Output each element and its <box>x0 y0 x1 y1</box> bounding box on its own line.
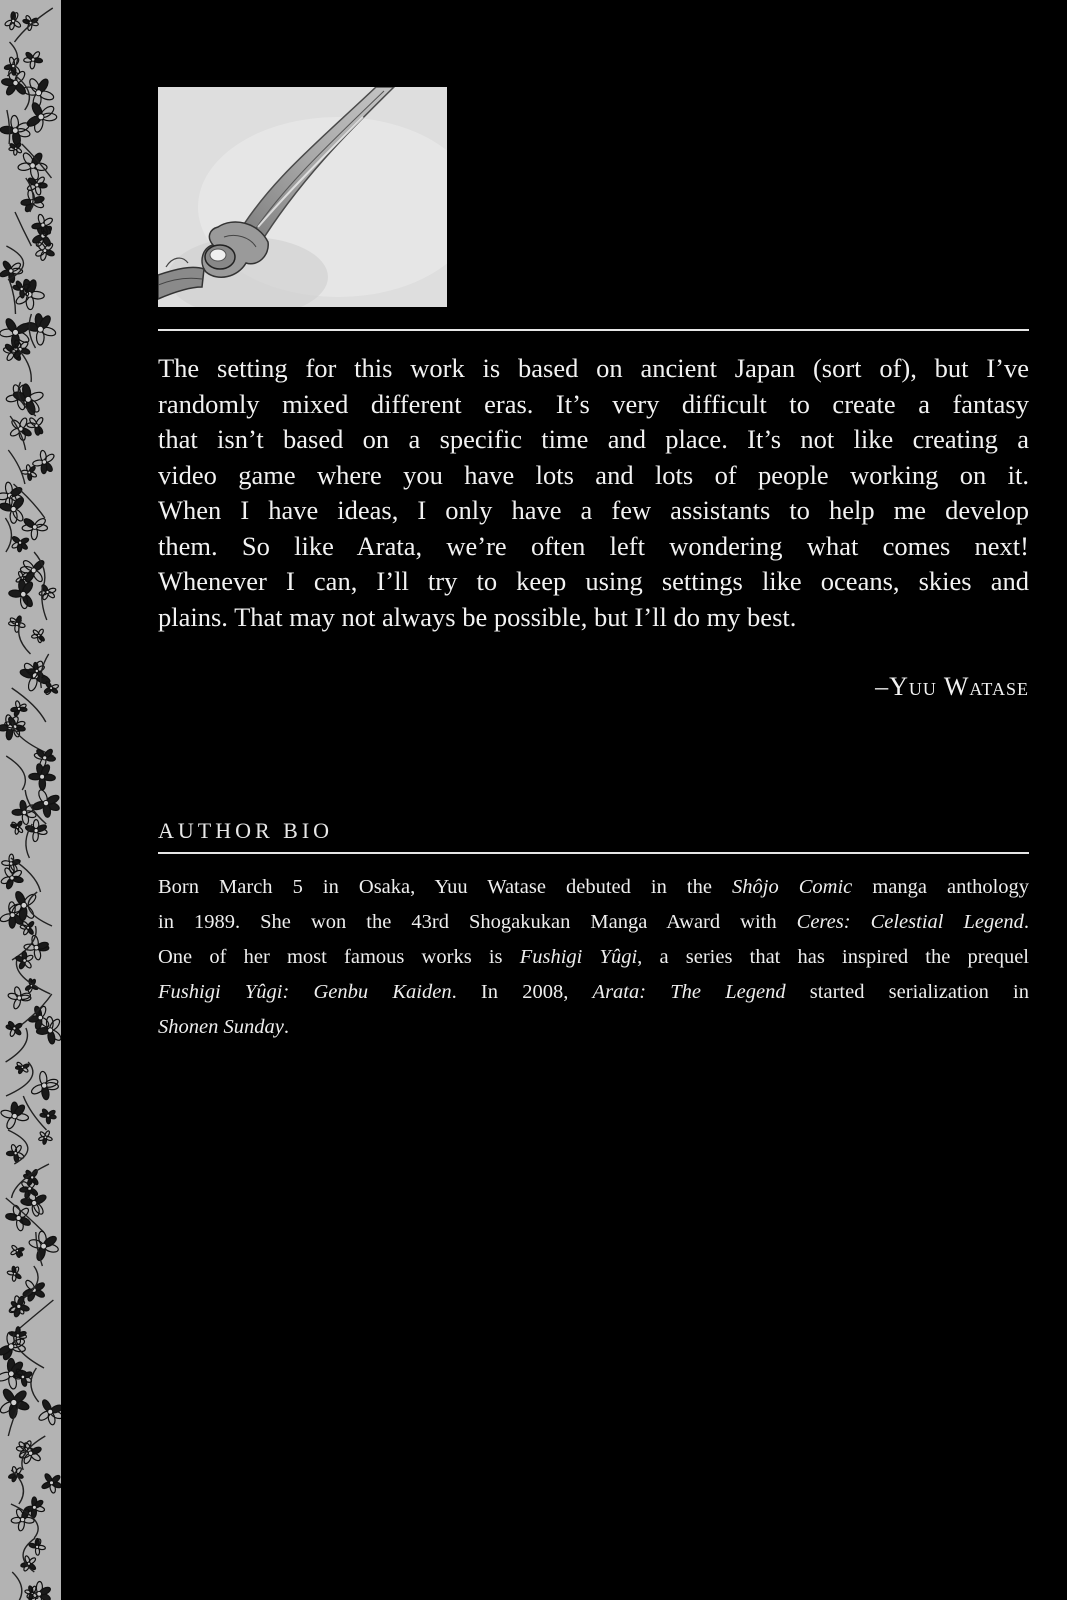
bio-text: manga anthology <box>852 876 1030 898</box>
author-bio-heading: AUTHOR BIO <box>158 818 334 843</box>
flower-motif <box>32 450 55 474</box>
flower-motif <box>24 51 43 70</box>
bio-text: . <box>283 1016 289 1038</box>
flower-motif <box>38 1130 52 1144</box>
flower-motif <box>9 579 35 609</box>
bio-text: Born March 5 in Osaka, Yuu Watase debuted in the <box>158 876 732 898</box>
flower-motif <box>7 1266 22 1281</box>
bio-title-text: Fushigi Yûgi <box>519 946 638 968</box>
flower-motif <box>22 15 38 31</box>
bio-line <box>158 975 1029 1010</box>
flower-motif <box>4 57 21 76</box>
flower-motif <box>26 101 57 133</box>
flower-motif <box>10 1245 24 1258</box>
flower-motif <box>37 1399 61 1426</box>
vine-motif <box>5 518 11 552</box>
flower-motif <box>0 115 31 146</box>
author-signature: –Yuu Watase <box>875 672 1029 701</box>
flower-motif <box>44 681 59 696</box>
flower-motif <box>8 615 25 632</box>
floral-border-pattern <box>0 0 61 1600</box>
bio-text: . In 2008, <box>451 981 593 1003</box>
author-bio-text <box>158 870 1029 1045</box>
flower-motif <box>20 921 35 936</box>
flower-motif <box>4 12 21 30</box>
flower-motif <box>11 700 28 716</box>
flower-motif <box>12 383 44 415</box>
bio-text: started serialization in <box>785 981 1029 1003</box>
message-line: that isn’t based on a specific time and place. It’s not like creating a <box>158 424 1029 454</box>
flower-motif <box>22 517 48 540</box>
bio-title-text: Shôjo Comic <box>732 876 853 898</box>
vine-motif <box>6 756 25 790</box>
message-line: them. So like Arata, we’re often left wondering what comes next! <box>158 530 1029 561</box>
bio-title-text: Fushigi Yûgi: Genbu Kaiden <box>158 981 452 1003</box>
message-line: Whenever I can, I’ll try to keep using settings like oceans, skies and <box>158 566 1029 596</box>
flower-motif <box>12 800 37 825</box>
vine-motif <box>8 450 25 484</box>
flower-motif <box>15 951 34 970</box>
message-line: plains. That may not always be possible, but I’ll do my best. <box>158 601 797 632</box>
flower-motif <box>31 628 45 643</box>
bio-line <box>158 940 1029 975</box>
bio-text: One of her most famous works is <box>158 946 520 968</box>
flower-motif <box>41 1473 61 1494</box>
author-message <box>158 351 1029 635</box>
bio-divider <box>158 852 1029 854</box>
bio-line <box>158 905 1029 940</box>
message-line: The setting for this work is based on ancient Japan (sort of), but I’ve <box>158 353 1029 383</box>
flower-motif <box>8 1295 30 1317</box>
message-line: randomly mixed different eras. It’s very difficult to create a fantasy <box>158 388 1029 419</box>
flower-motif <box>40 1108 57 1124</box>
sword-illustration <box>158 87 447 307</box>
vine-motif <box>12 1572 22 1600</box>
flower-motif <box>32 214 54 237</box>
bio-text: , a series that has inspired the prequel <box>637 946 1029 968</box>
bio-line <box>158 1010 1029 1045</box>
flower-motif <box>11 535 29 552</box>
flower-motif <box>28 1231 59 1262</box>
flower-motif <box>29 763 56 790</box>
message-line: video game where you have lots and lots of people working on it. <box>158 459 1029 490</box>
message-line: When I have ideas, I only have a few assistants to help me develop <box>158 495 1029 525</box>
bio-title-text: Shonen Sunday <box>158 1016 284 1038</box>
flower-motif <box>15 1061 29 1074</box>
flower-motif <box>10 820 23 834</box>
top-divider <box>158 329 1029 331</box>
flower-motif <box>6 1144 24 1163</box>
flower-motif <box>20 1189 47 1217</box>
flower-motif <box>22 1279 46 1302</box>
flower-motif <box>6 1020 23 1037</box>
bio-text: . <box>1023 911 1029 933</box>
flower-motif <box>0 867 23 890</box>
vine-motif <box>28 892 52 926</box>
bio-line <box>158 870 1029 905</box>
author-page <box>61 0 1067 1600</box>
bio-title-text: Arata: The Legend <box>592 981 786 1003</box>
flower-motif <box>0 317 31 348</box>
flower-motif <box>30 1071 59 1100</box>
vine-motif <box>15 212 31 246</box>
bio-text: in 1989. She won the 43rd Shogakukan Manga Award with <box>158 911 797 933</box>
flower-motif <box>0 1102 29 1130</box>
bio-title-text: Ceres: Celestial Legend <box>796 911 1024 933</box>
